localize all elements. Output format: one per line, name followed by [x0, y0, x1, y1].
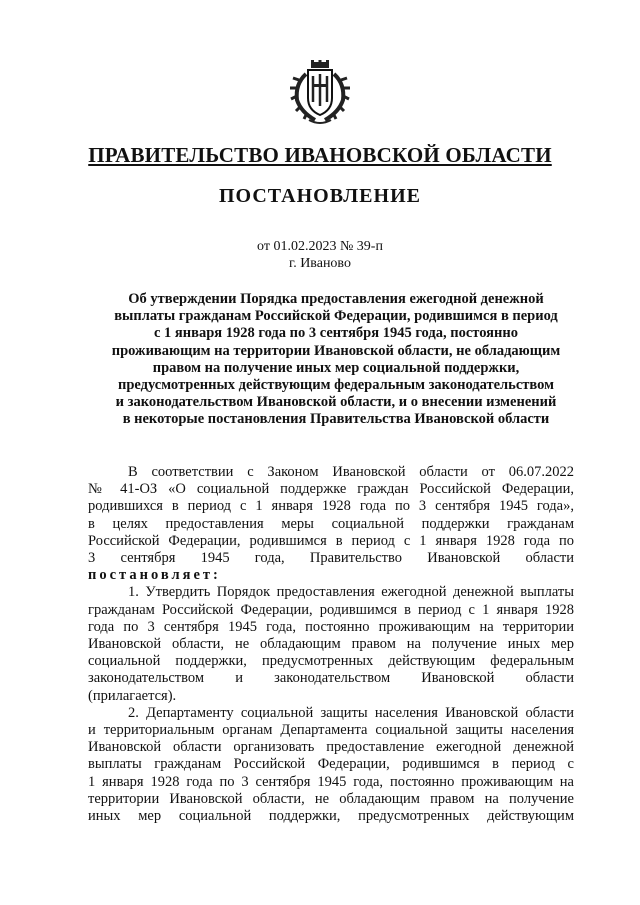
document-body: [88, 464, 574, 825]
subject-line: предусмотренных действующим федеральным законодательством: [118, 377, 554, 394]
subject-line: Об утверждении Порядка предоставления ежегодной денежной: [128, 291, 544, 307]
body-line: родившихся в период с 1 января 1928 года по 3 сентября 1945 года»,: [88, 498, 574, 515]
body-line: № 41-ОЗ «О социальной поддержке граждан Российской Федерации,: [88, 481, 574, 498]
body-line: 1 января 1928 года по 3 сентября 1945 года, постоянно проживающим на: [88, 773, 574, 790]
body-line: иных мер социальной поддержки, предусмотренных действующим: [88, 808, 574, 825]
body-line: 3 сентября 1945 года, Правительство Ивановской области: [88, 550, 574, 567]
date-number: от 01.02.2023 № 39-п: [257, 239, 383, 254]
document-meta: [0, 238, 640, 272]
subject-line: и законодательством Ивановской области, и о внесении изменений: [115, 394, 557, 411]
body-line: территории Ивановской области, не обладающим правом на получение: [88, 790, 574, 807]
body-line: социальной поддержки, предусмотренных действующим федеральным: [88, 653, 574, 670]
subject-line: в некоторые постановления Правительства Ивановской области: [122, 411, 550, 428]
coat-of-arms-emblem: [289, 60, 351, 126]
subject-line: проживающим на территории Ивановской области, не обладающим: [111, 342, 561, 359]
body-line: (прилагается).: [88, 687, 177, 704]
subject-line: правом на получение иных мер социальной поддержки,: [152, 359, 520, 376]
body-line: В соответствии с Законом Ивановской области от 06.07.2022: [128, 464, 574, 480]
body-line: законодательством и законодательством Ивановской области: [88, 670, 574, 687]
document-subject: [96, 291, 576, 429]
document-type: ПОСТАНОВЛЕНИЕ: [219, 185, 421, 207]
body-line: Ивановской области организовать предоставление ежегодной денежной: [88, 739, 574, 756]
body-line: года по 3 сентября 1945 года, постоянно проживающим на территории: [88, 618, 574, 635]
body-line: Ивановской области, не обладающим правом на получение иных мер: [88, 636, 574, 653]
body-line: 1. Утвердить Порядок предоставления ежегодной денежной выплаты: [128, 584, 574, 601]
body-line: в целях предоставления меры социальной поддержки гражданам: [88, 515, 574, 532]
decree-word: постановляет:: [88, 567, 221, 584]
city: г. Иваново: [289, 256, 351, 271]
body-line: выплаты гражданам Российской Федерации, родившимся в период с: [88, 756, 574, 773]
body-line: и территориальным органам Департамента социальной защиты населения: [88, 722, 574, 739]
body-line: Российской Федерации, родившимся в период с 1 января 1928 года по: [88, 532, 574, 549]
body-line: гражданам Российской Федерации, родившимся в период с 1 января 1928: [88, 601, 574, 618]
body-line: 2. Департаменту социальной защиты населения Ивановской области: [128, 704, 574, 721]
subject-line: выплаты гражданам Российской Федерации, родившимся в период: [114, 308, 558, 325]
government-title: ПРАВИТЕЛЬСТВО ИВАНОВСКОЙ ОБЛАСТИ: [88, 143, 552, 167]
subject-line: с 1 января 1928 года по 3 сентября 1945 года, постоянно: [154, 325, 518, 342]
